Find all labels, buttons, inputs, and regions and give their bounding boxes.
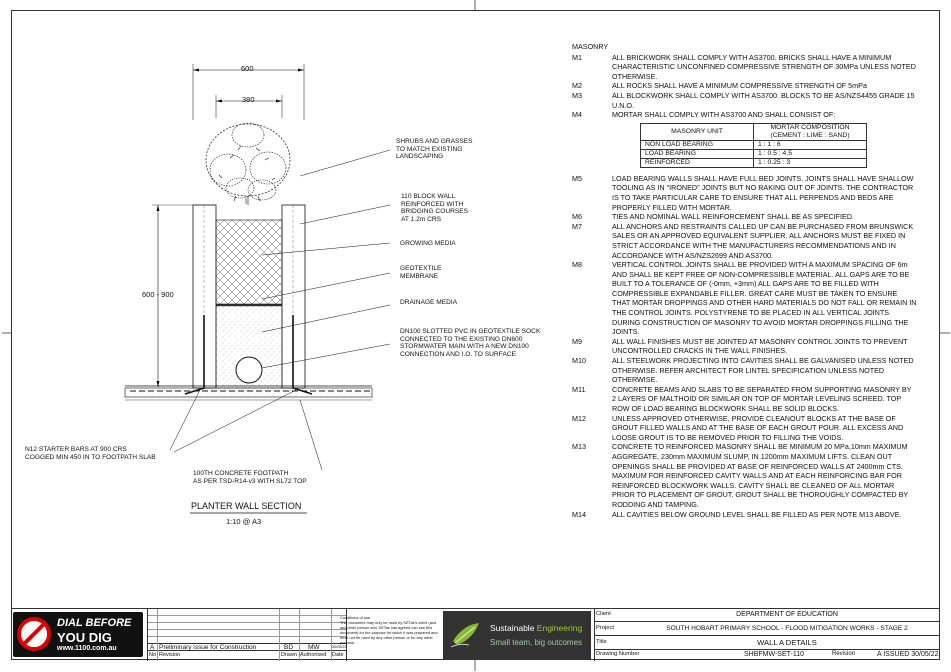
note-m8 [572, 260, 917, 337]
growing-media-fill [216, 220, 282, 304]
label-shrubs: SHRUBS AND GRASSES TO MATCH EXISTING LANDSCAPING [396, 138, 473, 161]
mortar-table [640, 123, 867, 168]
mortar-composition-cell: 1 : 1 : 6 [754, 140, 867, 149]
leaf-icon [451, 621, 481, 649]
sustainable-engineering-logo [443, 611, 591, 659]
note-text: ALL BRICKWORK SHALL COMPLY WITH AS3700. BRICKS SHALL HAVE A MINIMUM CHARACTERISTIC UNCONFINED COMPRESSIVE STRENGTH OF 30MPa UNLESS NOTED OTHERWISE. [612, 52, 916, 81]
label-footpath: 100TH CONCRETE FOOTPATH AS PER TSD-R14-v3 WITH SL72 TOP [193, 470, 307, 485]
mortar-composition-cell: 1 : 0.25 : 3 [754, 158, 867, 167]
label-pipe: DN100 SLOTTED PVC IN GEOTEXTILE SOCK CONNECTED TO THE EXISTING DN600 STORMWATER MAIN WITH A NEW DN100 CONNECTION AND I.O. TO SURFACE [400, 328, 541, 358]
no-dig-icon [17, 617, 51, 651]
revision-label: Revision [832, 651, 856, 657]
project-label: Project [596, 625, 615, 631]
note-code: M11 [572, 384, 586, 394]
note-code: M14 [572, 509, 586, 519]
note-text: VERTICAL CONTROL JOINTS SHALL BE PROVIDED WITH A MAXIMUM SPACING OF 6m AND SHALL BE KEPT FREE OF NON-COMPRESSIBLE MATERIAL. ALL GAPS ARE TO BE BUILT TO A TOLERANCE OF (-0mm, +3mm) ALL GAPS ARE TO BE FILLED WITH COMPRESSIBLE EXPANDABLE FILLER. GREAT CARE MUST BE TAKEN TO ENSURE THAT MORTAR DROPPINGS AND OTHER HARD MATERIALS DO NOT FALL OR REMAIN IN THE CONTROL JOINTS. POLYSTYRENE TO BE PLACED IN ALL VERTICAL JOINTS DURING CONSTRUCTION OF MASONRY TO AVOID MORTAR DROPPINGS FILLING THE JOINTS. [612, 260, 917, 337]
dial-before-you-dig-logo [13, 612, 143, 657]
rev-drawn: BD [284, 644, 294, 651]
note-code: M9 [572, 336, 582, 346]
rev-no: A [150, 644, 155, 651]
dbyd-url: www.1100.com.au [57, 645, 117, 652]
note-code: M2 [572, 81, 582, 91]
note-code: M3 [572, 90, 582, 100]
note-code: M8 [572, 260, 582, 270]
conditions-text: This document may only be used by SETas's client (and any other person who SETas has agreed can use this document) for the purpose for which it was prepared and must not be used by any other person or for any other purpose. [340, 620, 438, 645]
note-m10 [572, 356, 917, 385]
note-m12 [572, 414, 917, 443]
conditions-title: Conditions of use. [340, 615, 372, 620]
hdr-drawn: Drawn [281, 652, 297, 658]
hdr-authorised: Authorised [300, 652, 327, 658]
note-code: M4 [572, 110, 582, 120]
note-code: M7 [572, 221, 582, 231]
hdr-revision: Revision [159, 652, 181, 658]
note-text: TIES AND NOMINAL WALL REINFORCEMENT SHALL BE AS SPECIFIED. [612, 212, 855, 222]
mortar-row [641, 158, 867, 167]
note-text: UNLESS APPROVED OTHERWISE, PROVIDE CLEANOUT BLOCKS AT THE BASE OF GROUT FILLED WALLS AND AT THE BASE OF EACH GROUT POUR. ALL EXCESS AND LOOSE GROUT IS TO BE REMOVED PRIOR TO FILLING THE VOIDS. [612, 413, 904, 442]
label-block-wall: 110 BLOCK WALL REINFORCED WITH BRIDGING COURSES AT 1.2m CRS [401, 193, 469, 223]
slotted-pipe [236, 357, 262, 383]
note-text: CONCRETE TO REINFORCED MASONRY SHALL BE MINIMUM 20 MPa,10mm MAXIMUM AGGREGATE, 230mm MAXIMUM SLUMP, IN 1200mm MAXIMUM LIFTS. CLEAN OUT OPENINGS SHALL BE PROVIDED AT BASE OF REINFORCED WALLS AT 2400mm CTS. MAXIMUM FOR REINFORCED CAVITY WALLS AND AT EACH REINFORCING BAR FOR REINFORCED BLOCKWORK WALLS. CAVITY SHALL BE CLEANED OF ALL MORTAR PRIOR TO PLACEMENT OF GROUT. GROUT SHALL BE THOROUGHLY COMPACTED BY RODDING AND TAMPING. [612, 442, 909, 509]
mortar-row [641, 149, 867, 158]
title-label: Title [596, 639, 607, 645]
section-scale: 1:10 @ A3 [226, 517, 262, 526]
rev-desc: Preliminary issue for Construction [159, 644, 257, 651]
note-m1 [572, 53, 917, 82]
note-text: ALL ROCKS SHALL HAVE A MINIMUM COMPRESSIVE STRENGTH OF 5mPa [612, 81, 867, 91]
note-m14 [572, 510, 917, 520]
note-text: ALL CAVITIES BELOW GROUND LEVEL SHALL BE FILLED AS PER NOTE M13 ABOVE. [612, 509, 902, 519]
label-growing-media: GROWING MEDIA [400, 240, 456, 247]
revision-table [147, 609, 347, 661]
shrub-illustration [206, 123, 290, 205]
drawing-number-row [594, 649, 940, 661]
note-code: M12 [572, 413, 586, 423]
note-m4 [572, 110, 917, 120]
notes-heading: MASONRY [572, 42, 609, 51]
label-starter-bars: N12 STARTER BARS AT 900 CRS COGGED MIN 450 IN TO FOOTPATH SLAB [25, 446, 156, 461]
drawing-number-label: Drawing Number [596, 651, 640, 657]
note-m2 [572, 81, 917, 91]
note-m5 [572, 174, 917, 212]
note-code: M5 [572, 173, 582, 183]
note-text: ALL WALL FINISHES MUST BE JOINTED AT MASONRY CONTROL JOINTS TO PREVENT UNCONTROLLED CRACKS IN THE WALL FINISHES. [612, 336, 908, 356]
mortar-unit-cell: LOAD BEARING [641, 149, 754, 158]
note-m6 [572, 212, 917, 222]
note-m13 [572, 442, 917, 509]
hdr-no: No [149, 652, 157, 658]
note-code: M1 [572, 52, 582, 62]
note-text: ALL ANCHORS AND RESTRAINTS CALLED UP CAN BE PURCHASED FROM BRUNSWICK SALES OR AN APPROVED EQUIVALENT SUPPLIER. ALL ANCHORS MUST BE FIXED IN STRICT ACCORDANCE WITH THE MANUFACTURERS RECOMMENDATIONS AND IN ACCORDANCE WITH AS/NZS2699 AND AS3700. [612, 221, 914, 260]
client-value: DEPARTMENT OF EDUCATION [736, 611, 838, 618]
note-text: ALL STEELWORK PROJECTING INTO CAVITIES SHALL BE GALVANISED UNLESS NOTED OTHERWISE. REFER ARCHITECT FOR LINTEL SPECIFICATION UNLESS NOTED OTHERWISE. [612, 356, 914, 385]
dbyd-line2: YOU DIG [57, 630, 112, 645]
title-block [11, 608, 940, 661]
note-code: M6 [572, 212, 582, 222]
footpath-slab [125, 386, 372, 400]
note-m9 [572, 337, 917, 356]
note-code: M13 [572, 442, 586, 452]
title-row [594, 635, 940, 650]
title-value: WALL A DETAILS [757, 638, 817, 647]
note-text: ALL BLOCKWORK SHALL COMPLY WITH AS3700. BLOCKS TO BE AS/NZS4455 GRADE 15 U.N.O. [612, 90, 915, 110]
note-m3 [572, 91, 917, 110]
note-m11 [572, 385, 917, 414]
company-tagline: Small team, big outcomes [490, 638, 583, 647]
mortar-header-unit: MASONRY UNIT [641, 123, 754, 140]
note-code: M10 [572, 356, 586, 366]
mortar-unit-cell: NON LOAD BEARING [641, 140, 754, 149]
mortar-composition-cell: 1 : 0.5 : 4.5 [754, 149, 867, 158]
conditions-of-use [340, 615, 440, 645]
dim-380-label: 380 [242, 95, 255, 104]
masonry-notes [572, 42, 917, 519]
label-geotextile: GEOTEXTILE MEMBRANE [400, 265, 442, 280]
dim-height-label: 600 - 900 [142, 290, 174, 299]
dim-600-label: 600 [241, 64, 254, 73]
mortar-header-composition: MORTAR COMPOSITION (CEMENT : LIME : SAND) [754, 123, 867, 140]
client-label: Client [596, 611, 611, 617]
drawing-number-value: SHBFMW-SET-110 [744, 651, 805, 658]
rev-authorised: MW [308, 644, 320, 651]
section-title: PLANTER WALL SECTION [191, 501, 302, 511]
hdr-date: Date [332, 652, 344, 658]
project-row [594, 621, 940, 636]
note-text: LOAD BEARING WALLS SHALL HAVE FULL BED JOINTS. JOINTS SHALL HAVE SHALLOW TOOLING AS IN "IRONED" JOINTS BUT NO RAKING OUT OF JOINTS. THE CONTRACTOR IS TO TAKE PARTICULAR CARE TO ENSURE THAT ALL PERPENDS AND BEDS ARE PROPERLY FILLED WITH MORTAR. [612, 173, 914, 212]
note-text: MORTAR SHALL COMPLY WITH AS3700 AND SHALL CONSIST OF: [612, 110, 836, 120]
project-value: SOUTH HOBART PRIMARY SCHOOL - FLOOD MITIGATION WORKS - STAGE 2 [666, 625, 908, 632]
note-m7 [572, 222, 917, 260]
mortar-unit-cell: REINFORCED [641, 158, 754, 167]
dbyd-line1: DIAL BEFORE [57, 617, 132, 629]
note-text: CONCRETE BEAMS AND SLABS TO BE SEPARATED FROM SUPPORTING MASONRY BY 2 LAYERS OF MALTHOID OR SIMILAR ON TOP OF MORTAR LEVELING SCREED. TOP ROW OF LOAD BEARING BLOCKWORK SHALL BE SOLID BLOCKS. [612, 384, 912, 413]
company-name: Sustainable Engineering [490, 623, 583, 633]
rev-date: 30/05/22 [332, 645, 347, 649]
label-drainage: DRAINAGE MEDIA [400, 299, 458, 306]
revision-value: A ISSUED 30/05/22 [877, 651, 939, 658]
mortar-row [641, 140, 867, 149]
